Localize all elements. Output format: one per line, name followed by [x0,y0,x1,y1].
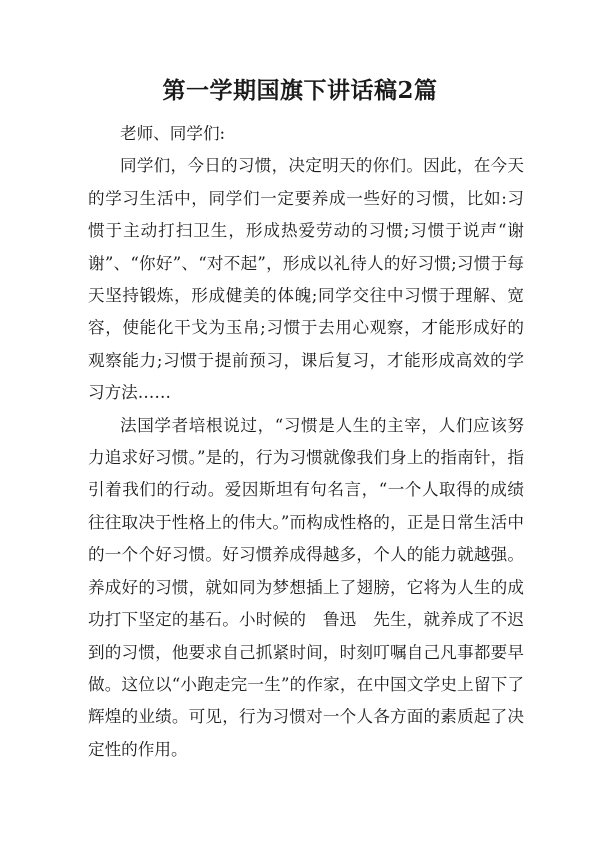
paragraph-2: 法国学者培根说过，“习惯是人生的主宰，人们应该努力追求好习惯。”是的，行为习惯就像我们身上的指南针，指引着我们的行动。爱因斯坦有句名言，“一个人取得的成绩往往取决于性格上的伟大。”而构成性格的，正是日常生活中的一个个好习惯。好习惯养成得越多，个人的能力就越强。养成好的习惯，就如同为梦想插上了翅膀，它将为人生的成功打下坚定的基石。小时候的 鲁迅 先生，就养成了不迟到的习惯，他要求自己抓紧时间，时刻叮嘱自己凡事都要早做。这位以“小跑走完一生”的作家，在中国文学史上留下了辉煌的业绩。可见，行为习惯对一个人各方面的素质起了决定性的作用。 [88,415,524,759]
paragraph-1: 同学们，今日的习惯，决定明天的你们。因此，在今天的学习生活中，同学们一定要养成一些好的习惯，比如:习惯于主动打扫卫生，形成热爱劳动的习惯;习惯于说声“谢谢”、“你好”、“对不起”，形成以礼待人的好习惯;习惯于每天坚持锻炼，形成健美的体魄;同学交往中习惯于理解、宽容，使能化干戈为玉帛;习惯于去用心观察，才能形成好的观察能力;习惯于提前预习，课后复习，才能形成高效的学习方法…… [88,156,524,403]
document-title: 第一学期国旗下讲话稿2篇 [162,77,438,104]
document-body [88,118,524,766]
salutation: 老师、同学们: [120,124,226,143]
